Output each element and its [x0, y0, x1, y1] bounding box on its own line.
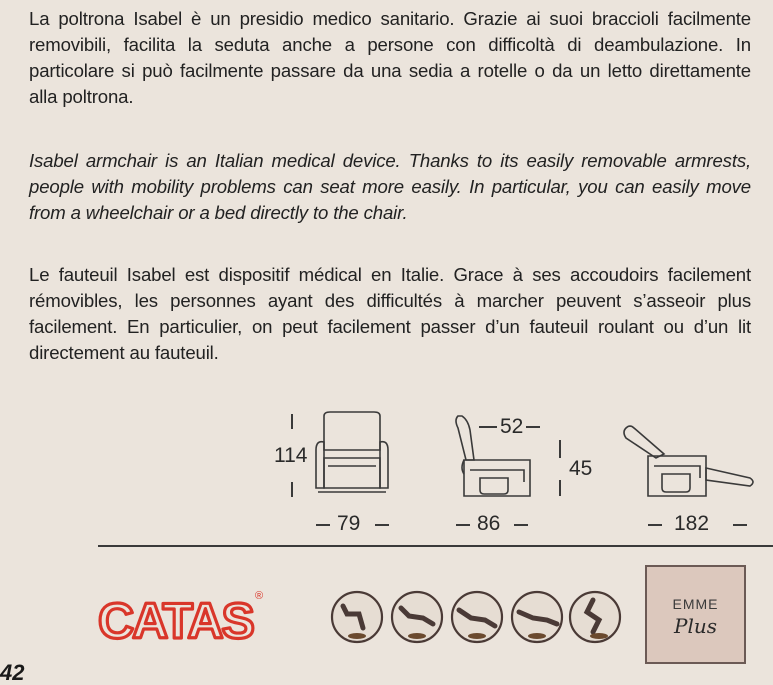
dimension-seat-depth: 52: [500, 415, 524, 438]
catas-registered-mark: ®: [255, 590, 264, 602]
dimension-seat-height: 45: [569, 457, 593, 480]
badge-line1: EMME: [672, 596, 719, 612]
description-french: Le fauteuil Isabel est dispositif médical en Italie. Grace à ses accoudoirs facilement rémovibles, les personnes ayant des difficultés à marcher peuvent s’asseoir plus facilement. En particulier, on peut facilement passer d’un fauteuil roulant ou d’un lit directement au fauteuil.: [29, 264, 751, 363]
position-icons: [329, 584, 629, 650]
catas-logo: [98, 585, 268, 647]
dimension-width: 79: [337, 512, 361, 535]
page-number: 42: [0, 660, 25, 685]
emme-plus-badge: [645, 565, 746, 664]
dimension-drawings: [0, 400, 773, 550]
armchair-reclined-view-icon: [618, 418, 758, 500]
catas-logo-text: CATAS: [98, 593, 253, 647]
description-italian: La poltrona Isabel è un presidio medico sanitario. Grazie ai suoi braccioli facilmente removibili, facilita la seduta anche a persone con difficoltà di deambulazione. In particolare si può facilmente passare da una sedia a rotelle o da un letto direttamente alla poltrona.: [29, 8, 751, 107]
dimension-reclined-length: 182: [674, 512, 710, 535]
description-english: Isabel armchair is an Italian medical device. Thanks to its easily removable armrests, people with mobility problems can seat more easily. In particular, you can easily move from a wheelchair or a bed directly to the chair.: [29, 150, 751, 223]
divider-line: [98, 545, 773, 547]
armchair-front-view-icon: [310, 410, 394, 500]
dimension-height: 114: [274, 444, 308, 467]
dimension-depth: 86: [477, 512, 501, 535]
badge-line2: Plus: [674, 614, 717, 638]
